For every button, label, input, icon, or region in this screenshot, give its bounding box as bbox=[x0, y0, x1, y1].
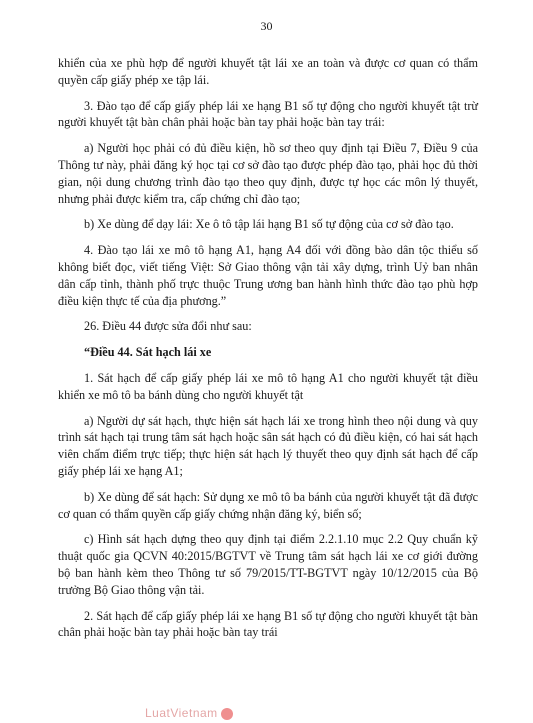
watermark-text: LuatVietnam bbox=[145, 706, 218, 720]
paragraph: c) Hình sát hạch dựng theo quy định tại điểm 2.2.1.10 mục 2.2 Quy chuẩn kỹ thuật quốc gia QCVN 40:2015/BGTVT về Trung tâm sát hạch lái xe cơ giới đường bộ ban hành kèm theo Thông tư số 79/2015/TT-BGTVT ngày 10/12/2015 của Bộ trưởng Bộ Giao thông vận tải. bbox=[58, 532, 478, 597]
paragraph: 26. Điều 44 được sửa đổi như sau: bbox=[84, 319, 252, 334]
watermark-badge-icon bbox=[221, 708, 233, 720]
paragraph: 1. Sát hạch để cấp giấy phép lái xe mô tô hạng A1 cho người khuyết tật điều khiển xe mô tô ba bánh dùng cho người khuyết tật bbox=[58, 370, 478, 402]
paragraph: b) Xe dùng để sát hạch: Sử dụng xe mô tô ba bánh của người khuyết tật đã được cơ quan có thẩm quyền cấp giấy chứng nhận đăng ký, biển số; bbox=[58, 489, 478, 521]
paragraph: khiển của xe phù hợp để người khuyết tật lái xe an toàn và được cơ quan có thẩm quyền cấp giấy phép xe tập lái. bbox=[58, 56, 478, 87]
section-heading: “Điều 44. Sát hạch lái xe bbox=[84, 345, 212, 360]
paragraph: a) Người học phải có đủ điều kiện, hồ sơ theo quy định tại Điều 7, Điều 9 của Thông tư này, phải đăng ký học tại cơ sở đào tạo được phép đào tạo, phải học đủ thời gian, nội dung chương trình đào tạo theo quy định, được tự học các môn lý thuyết, nhưng phải được kiểm tra, cấp chứng chỉ đào tạo; bbox=[58, 141, 478, 206]
paragraph: 4. Đào tạo lái xe mô tô hạng A1, hạng A4 đối với đồng bào dân tộc thiểu số không biết đọc, viết tiếng Việt: Sở Giao thông vận tải xây dựng, trình Uỷ ban nhân dân cấp tỉnh, thành phố trực thuộc Trung ương ban hành hình thức đào tạo phù hợp điều kiện thực tế của địa phương.” bbox=[58, 243, 478, 308]
paragraph: a) Người dự sát hạch, thực hiện sát hạch lái xe trong hình theo nội dung và quy trình sát hạch tại trung tâm sát hạch hoặc sân sát hạch có đủ điều kiện, có hai sát hạch viên chấm điểm trực tiếp; thực hiện sát hạch lý thuyết theo quy định sát hạch để cấp giấy phép lái xe hạng A1; bbox=[58, 413, 478, 478]
paragraph: b) Xe dùng để dạy lái: Xe ô tô tập lái hạng B1 số tự động của cơ sở đào tạo. bbox=[84, 217, 454, 232]
paragraph: 2. Sát hạch để cấp giấy phép lái xe hạng B1 số tự động cho người khuyết tật bàn chân phải hoặc bàn tay phải hoặc bàn tay trái bbox=[58, 608, 478, 640]
page-number: 30 bbox=[260, 19, 273, 33]
paragraph: 3. Đào tạo để cấp giấy phép lái xe hạng B1 số tự động cho người khuyết tật trừ người khuyết tật bàn chân phải hoặc bàn tay phải hoặc bàn tay trái: bbox=[58, 98, 478, 130]
watermark-logo bbox=[145, 706, 233, 720]
document-body bbox=[58, 55, 478, 650]
